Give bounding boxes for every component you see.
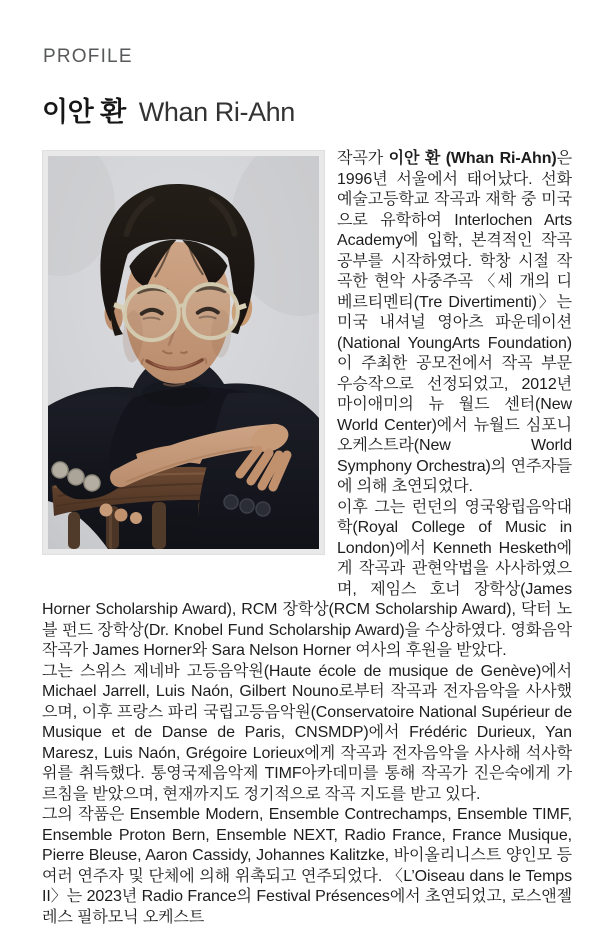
bio-paragraph-3: 그는 스위스 제네바 고등음악원(Haute école de musique de Genève)에서 Michael Jarrell, Luis Naón, Gilbert Nouno로부터 작곡과 전자음악을 사사했으며, 이후 프랑스 파리 국립고등음악원(Conservatoire National Supérieur de Musique et de Danse de Paris, CNSMDP)에서 Frédéric Durieux, Yan Maresz, Luis Naón, Grégoire Lorieux에게 작곡과 전자음악을 사사해 석사학위를 취득했다. 통영국제음악제 TIMF아카데미를 통해 작곡가 진은숙에게 가르침을 받았으며, 현재까지도 정기적으로 작곡 지도를 받고 있다. [42, 662, 572, 803]
artist-photo [42, 150, 325, 555]
portrait-illustration [48, 156, 319, 549]
page-title [42, 99, 572, 125]
profile-label: PROFILE [43, 46, 133, 67]
bio-content [42, 149, 572, 928]
bio-p1-artist-name: 이안 환 (Whan Ri-Ahn) [388, 150, 557, 167]
artist-name-english: Whan Ri-Ahn [138, 97, 295, 127]
bio-paragraph-4: 그의 작품은 Ensemble Modern, Ensemble Contrechamps, Ensemble TIMF, Ensemble Proton Bern, Ensemble NEXT, Radio France, France Musique, Pierre Bleuse, Aaron Cassidy, Johannes Kalitzke, 바이올리니스트 양인모 등 여러 연주자 및 단체에 의해 위촉되고 연주되었다. 〈L’Oiseau dans le Temps II〉는 2023년 Radio France의 Festival Présences에서 초연되었고, 로스앤젤레스 필하모닉 오케스트 [42, 806, 572, 926]
artist-name-korean: 이안 환 [42, 97, 126, 127]
bio-paragraph-2: 이후 그는 런던의 영국왕립음악대학(Royal College of Music in London)에서 Kenneth Hesketh에게 작곡과 관현악법을 사사하였으며, 제임스 호너 장학상(James Horner Scholarship Award), RCM 장학상(RCM Scholarship Award), 닥터 노블 펀드 장학상(Dr. Knobel Fund Scholarship Award)을 수상하였다. 영화음악 작곡가 James Horner와 Sara Nelson Horner 여사의 후원을 받았다. [42, 498, 572, 659]
bio-p1-rest: 은 1996년 서울에서 태어났다. 선화예술고등학교 작곡과 재학 중 미국으로 유학하여 Interlochen Arts Academy에 입학, 본격적인 작곡 공부를 시작하였다. 학창 시절 작곡한 현악 사중주곡 〈세 개의 디베르티멘티(Tre Divertimenti)〉는 미국 내셔널 영아츠 파운데이션(National YoungArts Foundation)이 주최한 공모전에서 작곡 부문 우승작으로 선정되었고, 2012년 마이애미의 뉴 월드 센터(New World Center)에서 뉴월드 심포니 오케스트라(New World Symphony Orchestra)의 연주자들에 의해 초연되었다. [337, 150, 572, 495]
bio-p1-prefix: 작곡가 [337, 150, 389, 167]
